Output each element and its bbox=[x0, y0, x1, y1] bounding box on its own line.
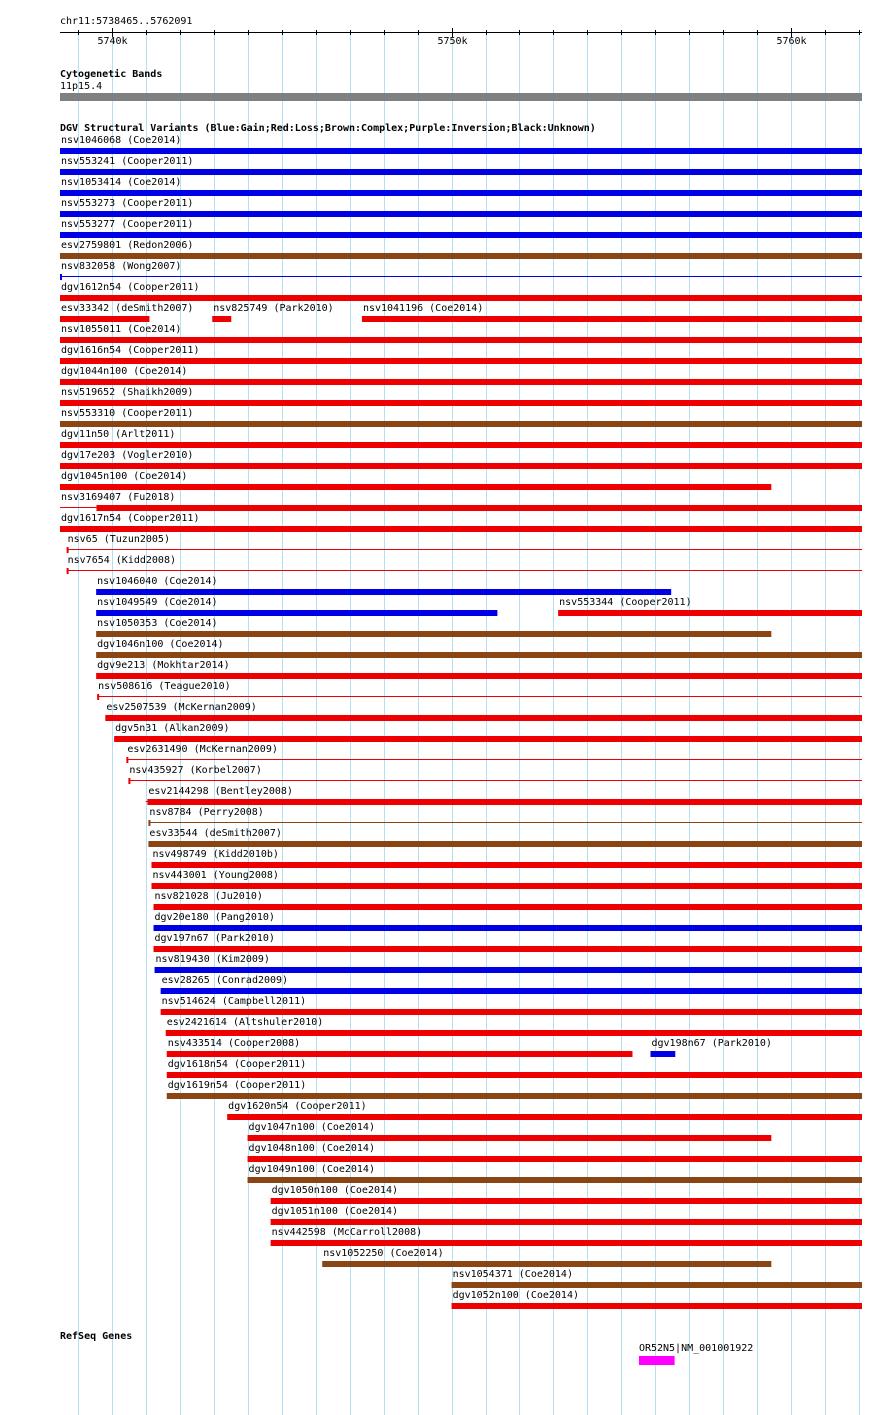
variant-label: nsv553273 (Cooper2011) bbox=[61, 198, 194, 209]
variant-label: dgv1617n54 (Cooper2011) bbox=[61, 513, 200, 524]
dgv-variant[interactable] bbox=[60, 135, 862, 154]
dgv-variant[interactable] bbox=[271, 1185, 862, 1204]
variant-label: nsv553310 (Cooper2011) bbox=[61, 408, 194, 419]
dgv-variant[interactable] bbox=[105, 702, 862, 721]
variant-start-marker bbox=[67, 547, 69, 553]
cytoband-bar[interactable] bbox=[60, 93, 862, 101]
variant-bar bbox=[248, 1177, 862, 1183]
variant-label: dgv5n31 (Alkan2009) bbox=[115, 723, 230, 734]
dgv-variant[interactable] bbox=[362, 303, 862, 322]
dgv-variant[interactable] bbox=[114, 723, 862, 742]
dgv-variant[interactable] bbox=[452, 1269, 862, 1288]
variant-bar bbox=[60, 463, 862, 469]
dgv-variant[interactable] bbox=[154, 891, 862, 910]
variant-label: dgv1049n100 (Coe2014) bbox=[248, 1164, 375, 1175]
variant-label: nsv819430 (Kim2009) bbox=[155, 954, 270, 965]
variant-bar bbox=[227, 1114, 862, 1120]
dgv-variant[interactable] bbox=[161, 996, 862, 1015]
variant-label: nsv498749 (Kidd2010b) bbox=[152, 849, 279, 860]
variant-label: dgv1612n54 (Cooper2011) bbox=[61, 282, 200, 293]
variant-bar bbox=[60, 400, 862, 406]
variant-label: dgv198n67 (Park2010) bbox=[651, 1038, 772, 1049]
variant-label: dgv20e180 (Pang2010) bbox=[154, 912, 275, 923]
dgv-variant[interactable] bbox=[96, 576, 671, 595]
variant-label: dgv1620n54 (Cooper2011) bbox=[228, 1101, 367, 1112]
dgv-variant[interactable] bbox=[271, 1227, 862, 1246]
dgv-variant[interactable] bbox=[60, 513, 862, 532]
dgv-variant[interactable] bbox=[151, 849, 862, 868]
variant-label: nsv1054371 (Coe2014) bbox=[452, 1269, 573, 1280]
dgv-variant[interactable] bbox=[148, 807, 862, 826]
variant-bar bbox=[96, 610, 497, 616]
variant-bar bbox=[60, 253, 862, 259]
variant-bar bbox=[60, 169, 862, 175]
dgv-variant[interactable] bbox=[155, 954, 862, 973]
dgv-variant[interactable] bbox=[271, 1206, 862, 1225]
ruler-tick-label: 5750k bbox=[437, 36, 468, 47]
variant-label: nsv1041196 (Coe2014) bbox=[362, 303, 484, 314]
dgv-variant[interactable] bbox=[60, 240, 862, 259]
ruler-tick-label: 5760k bbox=[776, 36, 807, 47]
variant-bar bbox=[60, 379, 862, 385]
variant-label: nsv1046040 (Coe2014) bbox=[97, 576, 218, 587]
variant-label: nsv553344 (Cooper2011) bbox=[559, 597, 692, 608]
variant-bar bbox=[60, 295, 862, 301]
variant-bar bbox=[96, 673, 862, 679]
dgv-variant[interactable] bbox=[67, 534, 862, 553]
variant-bar bbox=[558, 610, 862, 616]
variant-bar bbox=[96, 589, 671, 595]
dgv-variant[interactable] bbox=[558, 597, 862, 616]
dgv-variant[interactable] bbox=[128, 765, 862, 784]
refseq-track bbox=[639, 1343, 753, 1365]
variant-label: esv2631490 (McKernan2009) bbox=[127, 744, 278, 755]
refseq-gene[interactable] bbox=[639, 1343, 753, 1365]
variant-bar bbox=[60, 337, 862, 343]
variant-label: nsv1050353 (Coe2014) bbox=[97, 618, 218, 629]
variant-label: nsv825749 (Park2010) bbox=[213, 303, 334, 314]
region-label: chr11:5738465..5762091 bbox=[60, 16, 193, 27]
variant-label: nsv553277 (Cooper2011) bbox=[61, 219, 194, 230]
variant-bar bbox=[650, 1051, 675, 1057]
variant-bar bbox=[60, 316, 149, 322]
variant-bar bbox=[271, 1240, 862, 1246]
variant-bar bbox=[452, 1282, 862, 1288]
variant-bar bbox=[114, 736, 862, 742]
dgv-variant[interactable] bbox=[60, 324, 862, 343]
dgv-variant[interactable] bbox=[248, 1164, 862, 1183]
dgv-variant[interactable] bbox=[60, 219, 862, 238]
variant-bar bbox=[96, 631, 771, 637]
variant-label: dgv1046n100 (Coe2014) bbox=[97, 639, 224, 650]
dgv-variant[interactable] bbox=[126, 744, 862, 763]
dgv-variant[interactable] bbox=[146, 786, 862, 805]
variant-label: dgv1051n100 (Coe2014) bbox=[271, 1206, 399, 1217]
variant-label: nsv442598 (McCarroll2008) bbox=[271, 1227, 423, 1238]
variant-bar bbox=[105, 715, 862, 721]
variant-label: esv2507539 (McKernan2009) bbox=[106, 702, 257, 713]
variant-start-marker bbox=[126, 757, 128, 763]
dgv-variant[interactable] bbox=[60, 387, 862, 406]
variant-label: dgv1619n54 (Cooper2011) bbox=[167, 1080, 307, 1091]
ruler-tick-label: 5740k bbox=[97, 36, 128, 47]
dgv-variant[interactable] bbox=[60, 471, 771, 490]
variant-label: nsv1049549 (Coe2014) bbox=[97, 597, 218, 608]
variant-label: nsv519652 (Shaikh2009) bbox=[61, 387, 194, 398]
dgv-variant[interactable] bbox=[96, 597, 497, 616]
variant-label: dgv1050n100 (Coe2014) bbox=[271, 1185, 399, 1196]
variant-bar bbox=[151, 883, 862, 889]
variant-start-marker bbox=[67, 568, 69, 574]
variant-label: nsv514624 (Campbell2011) bbox=[161, 996, 307, 1007]
variant-label: dgv1048n100 (Coe2014) bbox=[248, 1143, 375, 1154]
variant-bar bbox=[151, 862, 862, 868]
dgv-variant[interactable] bbox=[67, 555, 862, 574]
dgv-variant[interactable] bbox=[248, 1143, 862, 1162]
variant-label: esv2759801 (Redon2006) bbox=[61, 240, 194, 251]
dgv-variant[interactable] bbox=[60, 345, 862, 364]
variant-bar bbox=[248, 1156, 862, 1162]
variant-label: nsv821028 (Ju2010) bbox=[154, 891, 263, 902]
variant-label: dgv11n50 (Arlt2011) bbox=[61, 429, 176, 440]
dgv-variant[interactable] bbox=[154, 912, 862, 931]
variant-label: dgv1052n100 (Coe2014) bbox=[452, 1290, 580, 1301]
dgv-variant[interactable] bbox=[212, 303, 333, 322]
variant-bar bbox=[161, 1009, 862, 1015]
variant-bar bbox=[155, 967, 862, 973]
dgv-variant[interactable] bbox=[60, 366, 862, 385]
variant-label: nsv443001 (Young2008) bbox=[152, 870, 279, 881]
variant-label: dgv1618n54 (Cooper2011) bbox=[167, 1059, 307, 1070]
variant-bar bbox=[167, 1051, 633, 1057]
variant-label: nsv1052250 (Coe2014) bbox=[323, 1248, 444, 1259]
variant-label: nsv7654 (Kidd2008) bbox=[67, 555, 176, 566]
cytoband-track-title: Cytogenetic Bands bbox=[60, 69, 163, 80]
variant-bar bbox=[60, 421, 862, 427]
dgv-variant[interactable] bbox=[60, 303, 193, 322]
dgv-variant[interactable] bbox=[60, 156, 862, 175]
variant-start-marker bbox=[60, 274, 62, 280]
dgv-variant[interactable] bbox=[96, 618, 771, 637]
cytoband-label: 11p15.4 bbox=[60, 81, 103, 92]
dgv-variant[interactable] bbox=[60, 177, 862, 196]
dgv-variant[interactable] bbox=[60, 450, 862, 469]
variant-bar bbox=[167, 1093, 862, 1099]
variant-bar bbox=[60, 442, 862, 448]
gene-bar bbox=[639, 1356, 675, 1365]
variant-bar bbox=[167, 1072, 862, 1078]
variant-label: nsv433514 (Cooper2008) bbox=[167, 1038, 301, 1049]
variant-bar bbox=[271, 1219, 862, 1225]
variant-label: dgv9e213 (Mokhtar2014) bbox=[97, 660, 230, 671]
dgv-variant[interactable] bbox=[60, 198, 862, 217]
variant-label: nsv435927 (Korbel2007) bbox=[129, 765, 262, 776]
dgv-variant[interactable] bbox=[148, 828, 862, 847]
dgv-variant[interactable] bbox=[227, 1101, 862, 1120]
variant-label: esv33544 (deSmith2007) bbox=[149, 828, 282, 839]
dgv-variant[interactable] bbox=[161, 975, 862, 994]
dgv-variant[interactable] bbox=[322, 1248, 771, 1267]
variant-bar bbox=[161, 988, 862, 994]
variant-bar bbox=[154, 925, 862, 931]
dgv-variant[interactable] bbox=[60, 282, 862, 301]
variant-label: nsv508616 (Teague2010) bbox=[98, 681, 231, 692]
variant-label: nsv1053414 (Coe2014) bbox=[61, 177, 182, 188]
variant-label: dgv1047n100 (Coe2014) bbox=[248, 1122, 375, 1133]
variant-label: dgv17e203 (Vogler2010) bbox=[61, 450, 194, 461]
variant-label: dgv1616n54 (Cooper2011) bbox=[61, 345, 200, 356]
variant-label: esv28265 (Conrad2009) bbox=[161, 975, 289, 986]
variant-label: esv2421614 (Altshuler2010) bbox=[166, 1017, 324, 1028]
variant-bar bbox=[60, 526, 862, 532]
variant-label: nsv832058 (Wong2007) bbox=[61, 261, 182, 272]
variant-label: nsv65 (Tuzun2005) bbox=[67, 534, 170, 545]
dgv-variant[interactable] bbox=[60, 408, 862, 427]
dgv-variant[interactable] bbox=[650, 1038, 771, 1057]
dgv-variant[interactable] bbox=[97, 681, 862, 700]
variant-bar bbox=[96, 652, 862, 658]
variant-bar bbox=[147, 799, 862, 805]
variant-bar bbox=[154, 946, 862, 952]
variant-bar bbox=[60, 232, 862, 238]
refseq-track-title: RefSeq Genes bbox=[60, 1331, 133, 1342]
variant-bar bbox=[60, 148, 862, 154]
dgv-variant[interactable] bbox=[96, 660, 862, 679]
variant-label: nsv553241 (Cooper2011) bbox=[61, 156, 194, 167]
variant-bar bbox=[60, 211, 862, 217]
variant-bar bbox=[362, 316, 862, 322]
variant-label: esv2144298 (Bentley2008) bbox=[148, 786, 293, 797]
variant-bar bbox=[154, 904, 862, 910]
variant-bar bbox=[96, 505, 862, 511]
variant-label: nsv1046068 (Coe2014) bbox=[61, 135, 182, 146]
variant-bar bbox=[166, 1030, 862, 1036]
variant-label: dgv1044n100 (Coe2014) bbox=[61, 366, 188, 377]
dgv-variant[interactable] bbox=[167, 1038, 633, 1057]
variant-bar bbox=[148, 841, 862, 847]
variant-bar bbox=[322, 1261, 771, 1267]
variant-label: nsv1055011 (Coe2014) bbox=[61, 324, 182, 335]
variant-label: dgv1045n100 (Coe2014) bbox=[61, 471, 188, 482]
variant-bar bbox=[60, 358, 862, 364]
dgv-variant[interactable] bbox=[151, 870, 862, 889]
dgv-variant[interactable] bbox=[452, 1290, 862, 1309]
variant-bar bbox=[212, 316, 231, 322]
dgv-track-title: DGV Structural Variants (Blue:Gain;Red:Loss;Brown:Complex;Purple:Inversion;Black:Unknown) bbox=[60, 123, 596, 134]
variant-bar bbox=[271, 1198, 862, 1204]
dgv-variant[interactable] bbox=[96, 639, 862, 658]
variant-start-marker bbox=[128, 778, 130, 784]
dgv-variant[interactable] bbox=[248, 1122, 772, 1141]
gene-label: OR52N5|NM_001001922 bbox=[638, 1343, 754, 1354]
variant-label: dgv197n67 (Park2010) bbox=[154, 933, 275, 944]
variant-bar bbox=[248, 1135, 772, 1141]
variant-start-marker bbox=[148, 820, 150, 826]
variant-label: nsv8784 (Perry2008) bbox=[149, 807, 264, 818]
dgv-variant[interactable] bbox=[154, 933, 862, 952]
variant-bar bbox=[60, 190, 862, 196]
variant-bar bbox=[452, 1303, 862, 1309]
variant-label: esv33342 (deSmith2007) bbox=[61, 303, 194, 314]
variant-start-marker bbox=[97, 694, 99, 700]
variant-bar bbox=[60, 484, 771, 490]
variant-label: nsv3169407 (Fu2018) bbox=[61, 492, 176, 503]
